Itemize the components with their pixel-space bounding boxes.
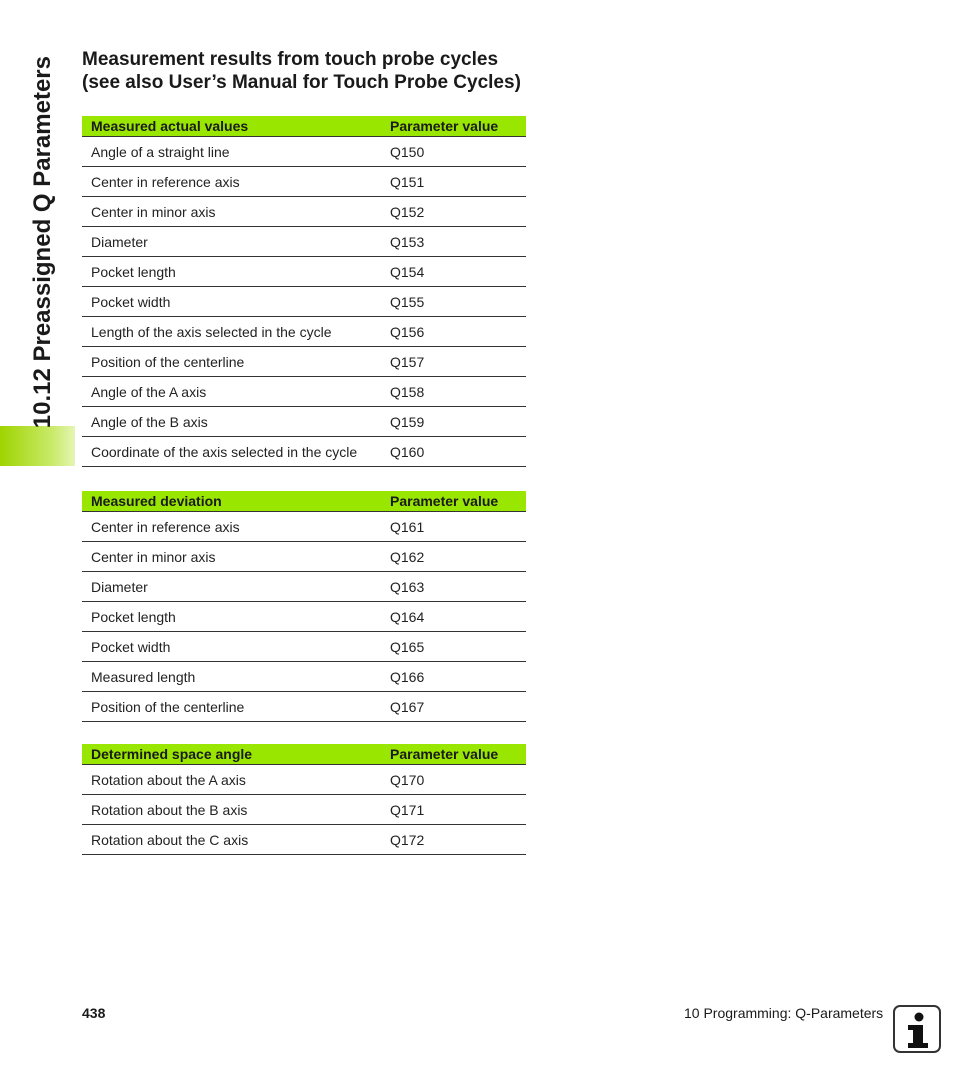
row-label: Pocket width [82,632,381,662]
row-label: Coordinate of the axis selected in the cycle [82,437,381,467]
row-label: Position of the centerline [82,347,381,377]
table-row [82,825,526,855]
row-value: Q154 [381,257,526,287]
table-row [82,197,526,227]
row-label: Center in reference axis [82,167,381,197]
row-value: Q156 [381,317,526,347]
table-row [82,542,526,572]
column-header: Parameter value [381,491,526,512]
table-row [82,572,526,602]
table-row [82,512,526,542]
table-row [82,347,526,377]
table-header-row [82,744,526,765]
table-row [82,632,526,662]
column-header: Measured actual values [82,116,381,137]
row-label: Rotation about the B axis [82,795,381,825]
row-label: Position of the centerline [82,692,381,722]
column-header: Parameter value [381,744,526,765]
table-row [82,795,526,825]
row-value: Q151 [381,167,526,197]
row-value: Q161 [381,512,526,542]
row-label: Angle of the A axis [82,377,381,407]
row-label: Diameter [82,572,381,602]
row-label: Angle of a straight line [82,137,381,167]
table-row [82,692,526,722]
table-row [82,437,526,467]
column-header: Determined space angle [82,744,381,765]
table-measured-actual-values [82,116,526,467]
table-row [82,257,526,287]
column-header: Parameter value [381,116,526,137]
table-row [82,287,526,317]
row-value: Q170 [381,765,526,795]
table-row [82,602,526,632]
row-value: Q165 [381,632,526,662]
page-number: 438 [82,1005,106,1021]
row-label: Pocket length [82,602,381,632]
table-row [82,765,526,795]
table-row [82,167,526,197]
table-row [82,317,526,347]
column-header: Measured deviation [82,491,381,512]
row-label: Angle of the B axis [82,407,381,437]
row-value: Q164 [381,602,526,632]
row-label: Rotation about the A axis [82,765,381,795]
section-heading [82,48,552,94]
footer-chapter-title: 10 Programming: Q-Parameters [684,1005,884,1021]
row-label: Center in minor axis [82,197,381,227]
row-label: Length of the axis selected in the cycle [82,317,381,347]
section-heading-line1: Measurement results from touch probe cycles [82,49,499,70]
table-determined-space-angle [82,744,526,855]
row-label: Diameter [82,227,381,257]
row-value: Q167 [381,692,526,722]
row-label: Center in reference axis [82,512,381,542]
row-value: Q155 [381,287,526,317]
row-value: Q150 [381,137,526,167]
row-value: Q163 [381,572,526,602]
table-header-row [82,116,526,137]
row-value: Q157 [381,347,526,377]
row-value: Q166 [381,662,526,692]
table-row [82,227,526,257]
row-value: Q160 [381,437,526,467]
row-value: Q162 [381,542,526,572]
table-row [82,662,526,692]
table-header-row [82,491,526,512]
table-row [82,377,526,407]
table-row [82,407,526,437]
table-row [82,137,526,167]
row-value: Q172 [381,825,526,855]
row-label: Measured length [82,662,381,692]
row-value: Q152 [381,197,526,227]
row-value: Q159 [381,407,526,437]
section-heading-line2: (see also User’s Manual for Touch Probe Cycles) [82,72,521,93]
table-measured-deviation [82,491,526,722]
row-label: Rotation about the C axis [82,825,381,855]
row-label: Center in minor axis [82,542,381,572]
info-icon [893,1005,941,1053]
row-label: Pocket width [82,287,381,317]
row-label: Pocket length [82,257,381,287]
row-value: Q153 [381,227,526,257]
chapter-side-title-text: 10.12 Preassigned Q Parameters [29,56,56,429]
row-value: Q171 [381,795,526,825]
row-value: Q158 [381,377,526,407]
